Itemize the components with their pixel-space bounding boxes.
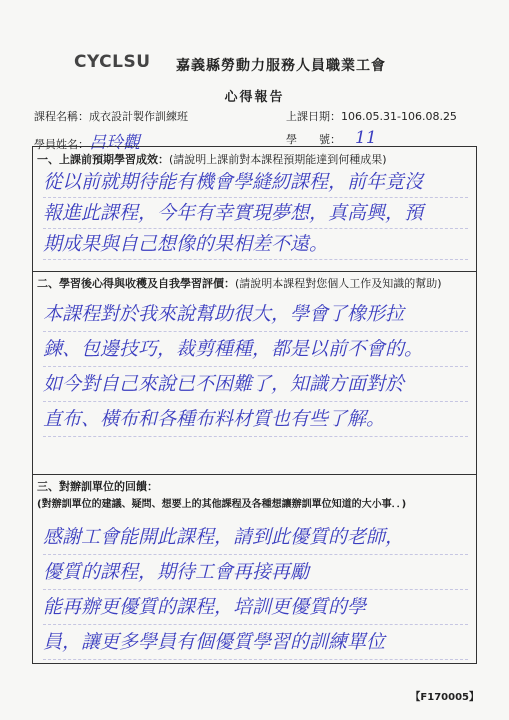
section-heading: 二、學習後心得與收穫及自我學習評價：(請說明本課程對您個人工作及知識的幫助)	[37, 277, 442, 290]
section-note: (對辦訓單位的建議、疑問、想要上的其他課程及各種想讓辦訓單位知道的大小事．．)	[37, 499, 407, 510]
handwritten-answer	[43, 520, 468, 660]
section-note: (請說明上課前對本課程預期能達到何種成果)	[169, 153, 387, 166]
answer-line: 鍊、包邊技巧，裁剪種種，都是以前不會的。	[43, 332, 468, 367]
answer-line: 期成果與自己想像的果相差不遠。	[43, 229, 468, 260]
section-reflection	[33, 271, 476, 475]
course-value: 成衣設計製作訓練班	[89, 110, 188, 123]
answer-line: 感謝工會能開此課程，請到此優質的老師，	[43, 520, 468, 555]
student-name-label: 學員姓名：	[34, 138, 89, 151]
document-title: 心得報告	[224, 90, 285, 105]
section-expectations	[33, 147, 476, 272]
answer-line: 直布、橫布和各種布料材質也有些了解。	[43, 402, 468, 437]
date-label: 上課日期：	[286, 110, 341, 123]
answer-line: 優質的課程，期待工會再接再勵	[43, 555, 468, 590]
section-feedback	[33, 474, 476, 664]
answer-line: 本課程對於我來說幫助很大，學會了橡形拉	[43, 297, 468, 332]
date-value: 106.05.31-106.08.25	[341, 110, 457, 123]
student-id-label: 學 號：	[286, 133, 341, 146]
date-field	[286, 108, 457, 124]
union-logo	[74, 50, 166, 72]
handwritten-answer	[43, 167, 468, 260]
student-name-value: 呂玲觀	[89, 133, 140, 153]
section-note: (請說明本課程對您個人工作及知識的幫助)	[235, 277, 442, 290]
course-field	[34, 108, 188, 124]
student-id-field	[286, 128, 377, 148]
report-frame	[32, 146, 477, 664]
union-name: 嘉義縣勞動力服務人員職業工會	[176, 58, 386, 74]
section-heading: 三、對辦訓單位的回饋：	[37, 480, 158, 493]
answer-line: 能再辦更優質的課程，培訓更優質的學	[43, 590, 468, 625]
handwritten-answer	[43, 297, 468, 437]
logo-text: CYCLSU	[74, 52, 151, 72]
answer-line: 報進此課程，今年有幸實現夢想，真高興，預	[43, 198, 468, 229]
answer-line: 如今對自己來說已不困難了，知識方面對於	[43, 367, 468, 402]
course-label: 課程名稱：	[34, 110, 89, 123]
section-heading: 一、上課前預期學習成效：(請說明上課前對本課程預期能達到何種成果)	[37, 153, 387, 166]
form-code: 【F170005】	[410, 692, 479, 703]
answer-line: 員，讓更多學員有個優質學習的訓練單位	[43, 625, 468, 660]
student-id-value: 11	[355, 128, 377, 148]
answer-line: 從以前就期待能有機會學縫紉課程，前年竟沒	[43, 167, 468, 198]
